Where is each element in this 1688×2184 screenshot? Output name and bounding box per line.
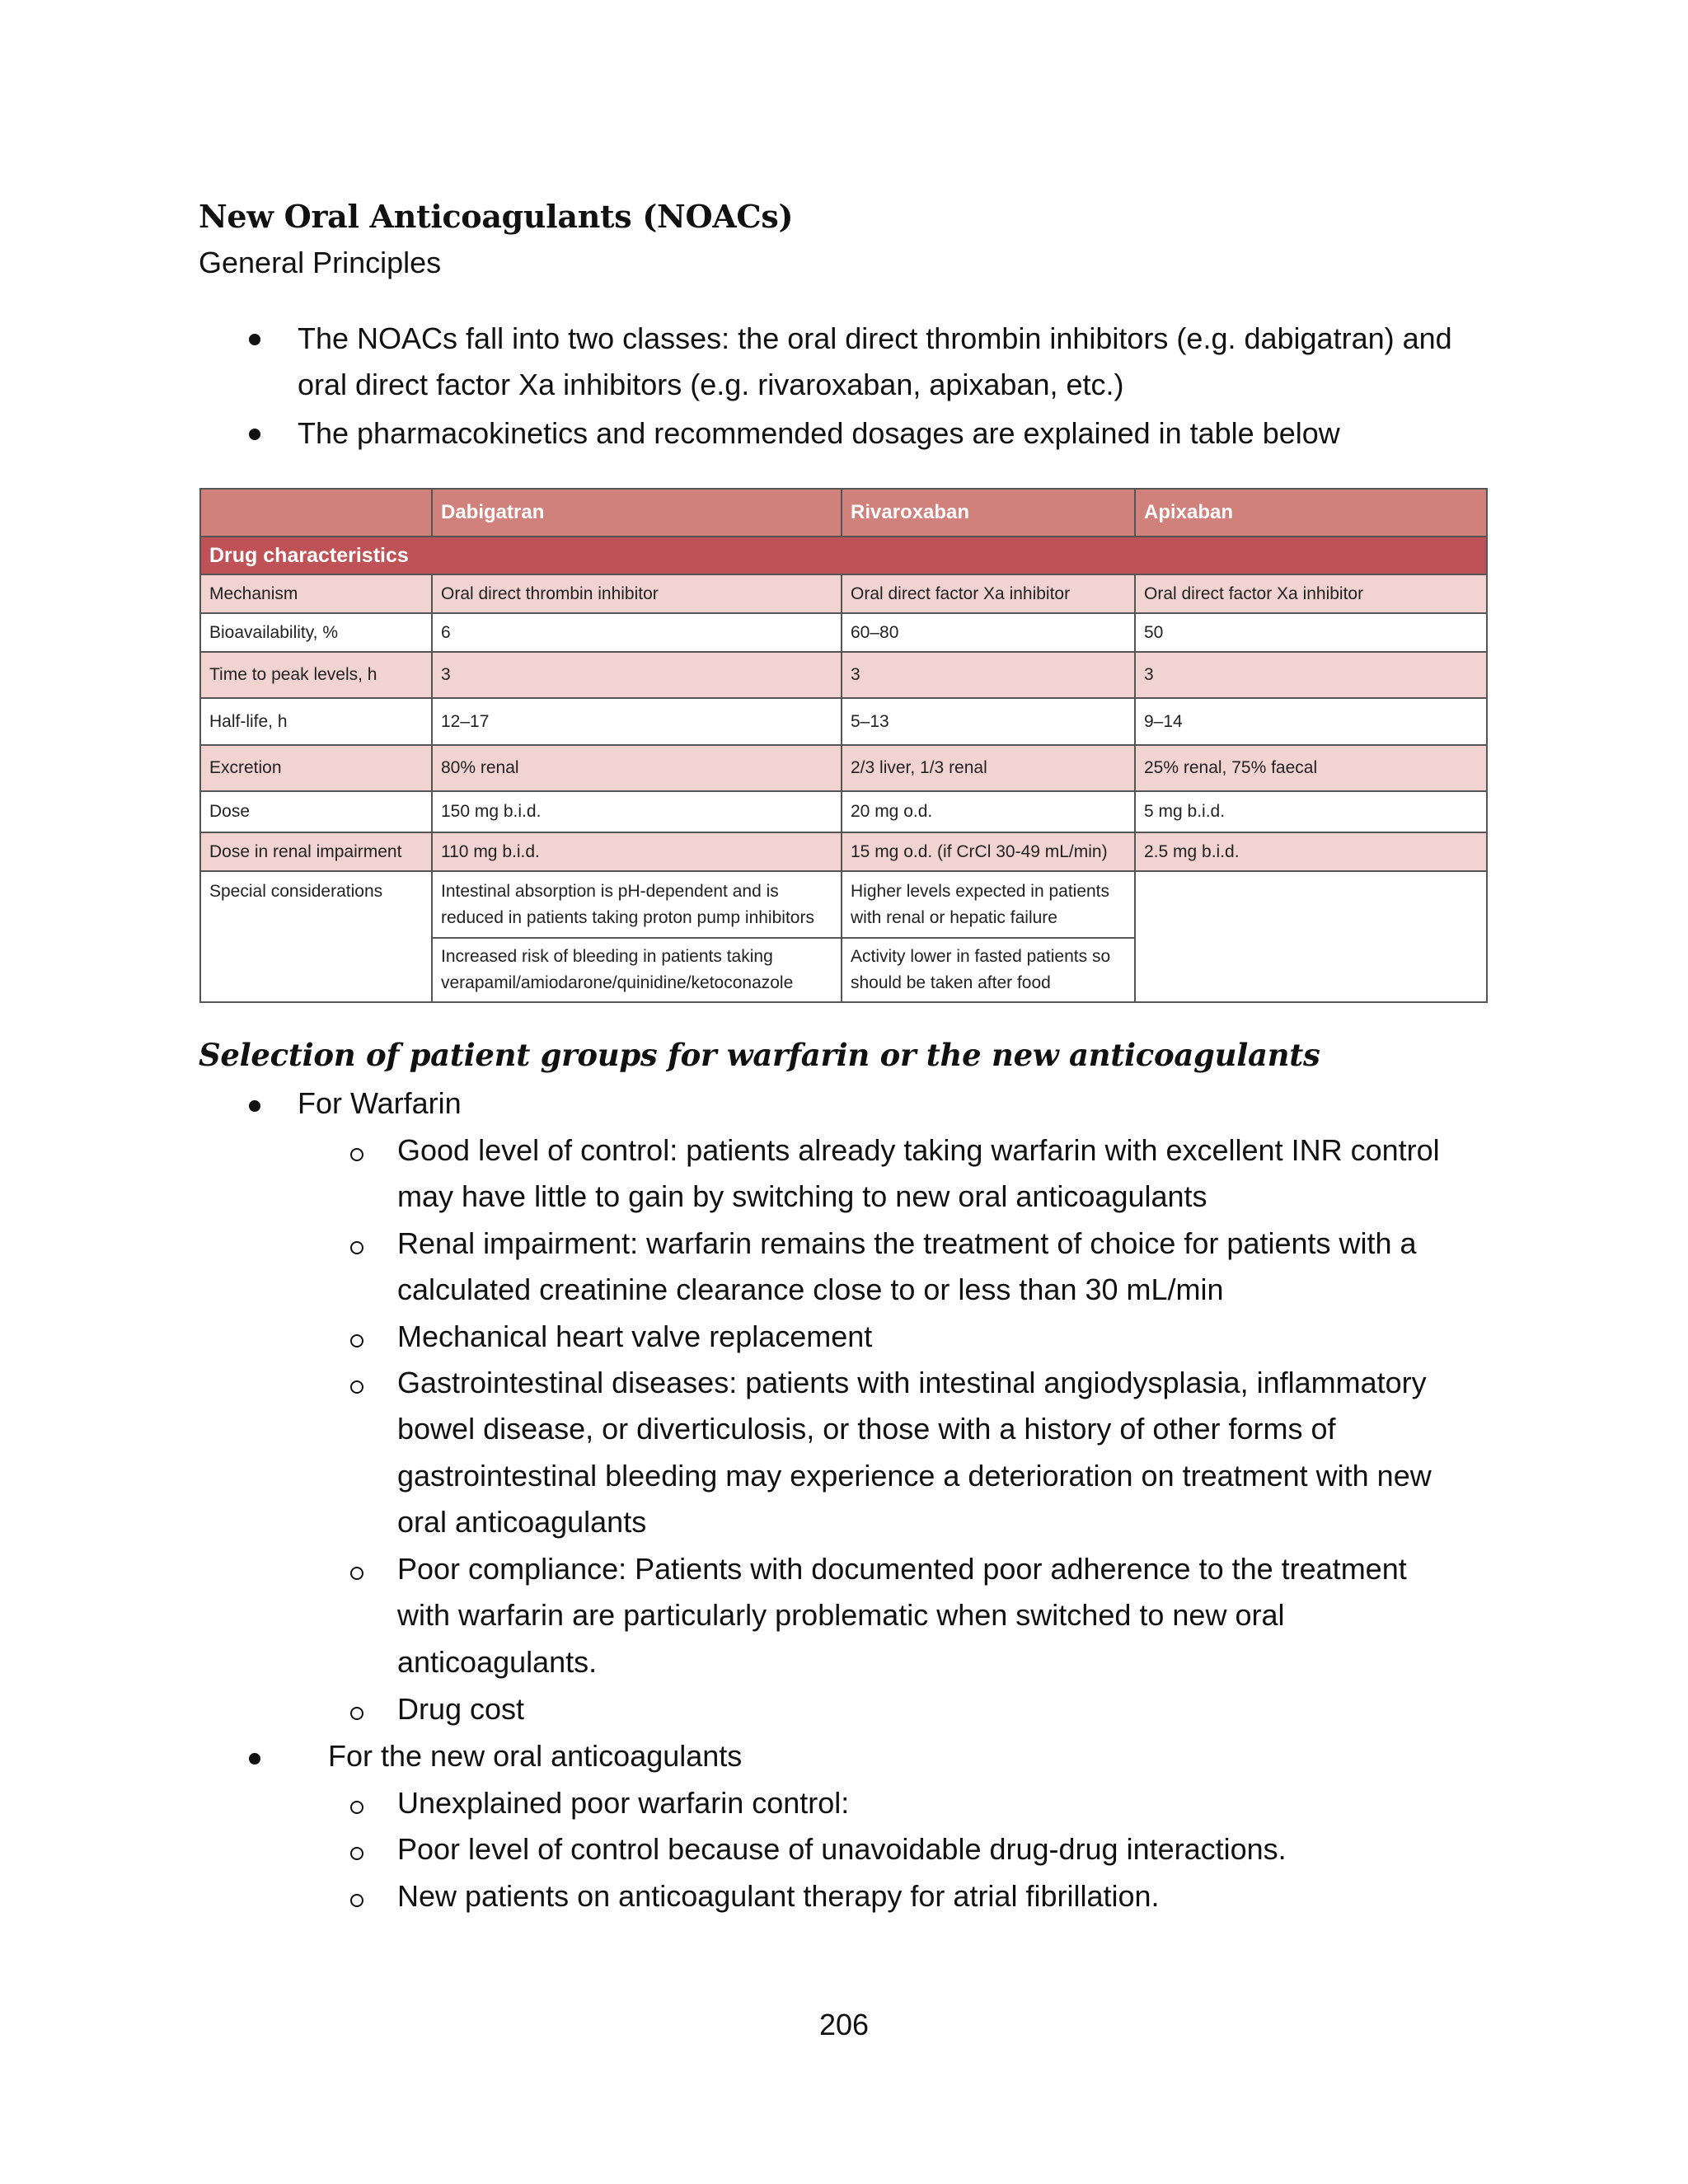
table-row [200,745,1487,791]
intro-bullet-1-line-1: The NOACs fall into two classes: the oral direct thrombin inhibitors (e.g. dabigatran) and [298,321,1452,355]
list-item-line: oral anticoagulants [397,1505,647,1539]
bullet-dot-icon [249,1753,260,1765]
cell-line: reduced in patients taking proton pump inhibitors [441,907,814,927]
table-cell: 3 [1135,652,1487,698]
header-cell-empty [200,489,432,537]
row-label: Mechanism [200,574,432,613]
list-item-line: gastrointestinal bleeding may experience a deterioration on treatment with new [397,1459,1432,1493]
table-row [200,791,1487,832]
circle-bullet-icon [350,1334,363,1347]
list-item-line: Good level of control: patients already taking warfarin with excellent INR control [397,1133,1440,1167]
table-row [200,698,1487,745]
row-label: Excretion [200,745,432,791]
cell-line: Activity lower in fasted patients so [851,947,1111,966]
table-cell: 5 mg b.i.d. [1135,791,1487,832]
bullet-dot-icon [249,1100,260,1112]
bullet-dot-icon [249,334,260,345]
cell-line: Higher levels expected in patients [851,881,1110,901]
row-label: Half-life, h [200,698,432,745]
cell-line: verapamil/amiodarone/quinidine/ketoconazole [441,973,794,992]
row-label: Dose in renal impairment [200,832,432,871]
list-item-line: Gastrointestinal diseases: patients with intestinal angiodysplasia, inflammatory [397,1366,1427,1399]
table-cell: 15 mg o.d. (if CrCl 30-49 mL/min) [842,832,1135,871]
table-cell: 3 [842,652,1135,698]
circle-bullet-icon [350,1801,363,1814]
table-cell: Oral direct factor Xa inhibitor [842,574,1135,613]
list-item-line: New patients on anticoagulant therapy for atrial fibrillation. [397,1879,1160,1913]
circle-bullet-icon [350,1894,363,1907]
group-label-warfarin: For Warfarin [298,1086,462,1120]
list-item-line: with warfarin are particularly problematic when switched to new oral [397,1598,1285,1632]
section-label-cell: Drug characteristics [200,537,1487,574]
table-cell-empty [1135,871,1487,1002]
table-cell: 80% renal [432,745,842,791]
table-cell: 110 mg b.i.d. [432,832,842,871]
list-item-line: Poor compliance: Patients with documented poor adherence to the treatment [397,1552,1407,1586]
cell-line: should be taken after food [851,973,1051,992]
list-item-line: Renal impairment: warfarin remains the treatment of choice for patients with a [397,1226,1417,1260]
list-item-line: calculated creatinine clearance close to or less than 30 mL/min [397,1272,1224,1306]
list-item-line: bowel disease, or diverticulosis, or those with a history of other forms of [397,1412,1336,1446]
header-cell-dabigatran: Dabigatran [432,489,842,537]
list-item-line: Poor level of control because of unavoidable drug-drug interactions. [397,1832,1287,1866]
list-item-line: Mechanical heart valve replacement [397,1319,873,1353]
cell-line: Intestinal absorption is pH-dependent and is [441,881,779,901]
table-cell [842,938,1135,1002]
table-cell: Oral direct thrombin inhibitor [432,574,842,613]
group-label-noac: For the new oral anticoagulants [328,1739,743,1773]
page-title: New Oral Anticoagulants (NOACs) [199,198,794,235]
row-label: Bioavailability, % [200,613,432,652]
table-cell: 12–17 [432,698,842,745]
circle-bullet-icon [350,1707,363,1720]
table-cell: 60–80 [842,613,1135,652]
table-section-row [200,537,1487,574]
table-row [200,871,1487,938]
table-cell: 9–14 [1135,698,1487,745]
circle-bullet-icon [350,1567,363,1580]
circle-bullet-icon [350,1148,363,1161]
drug-characteristics-table [199,488,1488,1003]
cell-line: with renal or hepatic failure [851,907,1057,927]
table-row [200,574,1487,613]
circle-bullet-icon [350,1847,363,1860]
page-subtitle: General Principles [199,246,442,279]
table-cell: 150 mg b.i.d. [432,791,842,832]
table-cell [842,871,1135,938]
table-header-row [200,489,1487,537]
table-cell: Oral direct factor Xa inhibitor [1135,574,1487,613]
page-number: 206 [818,2008,870,2041]
list-item-line: Unexplained poor warfarin control: [397,1786,850,1820]
row-label: Dose [200,791,432,832]
row-label: Time to peak levels, h [200,652,432,698]
bullet-dot-icon [249,429,260,440]
section-heading: Selection of patient groups for warfarin or the new anticoagulants [199,1037,1320,1073]
circle-bullet-icon [350,1241,363,1254]
table-cell: 6 [432,613,842,652]
table-cell: 50 [1135,613,1487,652]
row-label: Special considerations [200,871,432,1002]
table-cell: 5–13 [842,698,1135,745]
table-cell: 2/3 liver, 1/3 renal [842,745,1135,791]
table-row [200,652,1487,698]
intro-bullet-2-line-1: The pharmacokinetics and recommended dosages are explained in table below [298,416,1340,450]
table-cell: 3 [432,652,842,698]
table-cell: 25% renal, 75% faecal [1135,745,1487,791]
table-cell [432,871,842,938]
table-cell: 2.5 mg b.i.d. [1135,832,1487,871]
list-item-line: anticoagulants. [397,1645,598,1679]
table-row [200,832,1487,871]
header-cell-apixaban: Apixaban [1135,489,1487,537]
header-cell-rivaroxaban: Rivaroxaban [842,489,1135,537]
list-item-line: may have little to gain by switching to new oral anticoagulants [397,1179,1207,1213]
cell-line: Increased risk of bleeding in patients taking [441,947,773,966]
intro-bullet-1-line-2: oral direct factor Xa inhibitors (e.g. rivaroxaban, apixaban, etc.) [298,368,1124,401]
table-row [200,613,1487,652]
list-item-line: Drug cost [397,1692,525,1726]
table-cell [432,938,842,1002]
table-cell: 20 mg o.d. [842,791,1135,832]
circle-bullet-icon [350,1380,363,1394]
